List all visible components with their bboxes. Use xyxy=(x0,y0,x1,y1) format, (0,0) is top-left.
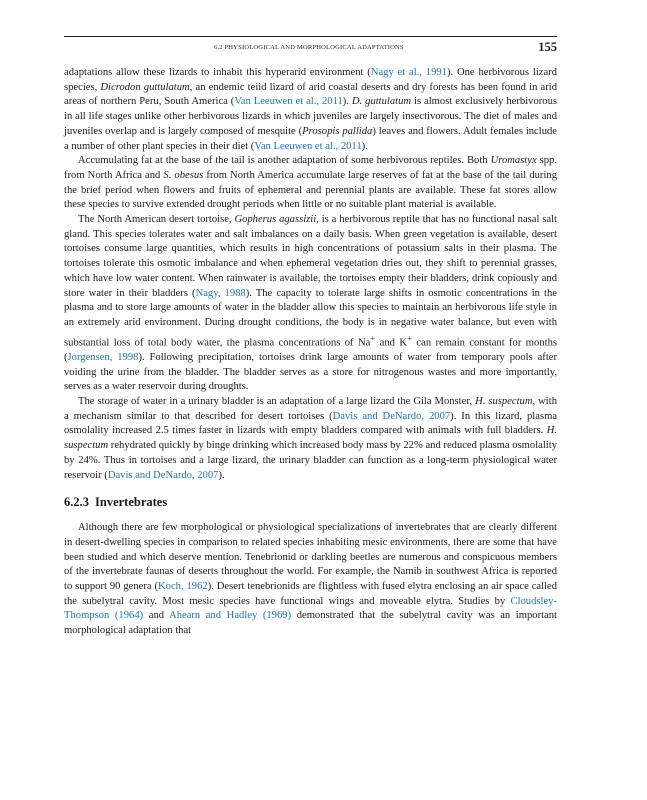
text-run: rehydrated quickly by binge drinking which increased body mass by 22% and reduced plasma osmolality by 24%. Thus in tortoises and a large lizard, the urinary bladder can function as a long-term physiological water reservoir ( xyxy=(64,440,557,481)
citation-link[interactable]: Van Leeuwen et al., 2011 xyxy=(234,96,343,108)
text-run: ). The capacity to tolerate large shifts in osmotic concentrations in the plasma and to store large amounts of water in the bladder allow this species to maintain an herbivorous life style in an extremely arid environment. During drought conditions, the body is in negative water balance, but even with substantial loss of total body water, the plasma concentrations of Na xyxy=(64,287,557,349)
text-run: , is a herbivorous reptile that has no functional nasal salt gland. This species tolerates water and salt imbalances on a daily basis. When green vegetation is available, desert tortoises consume large quantities, which results in high concentrations of potassium salts in their plasma. The tortoises tolerate this osmotic imbalance and when ephemeral vegetation dries out, they shift to perennial grasses, which have low water content. When rainwater is available, the tortoises empty their bladders, drink copiously and store water in their bladders ( xyxy=(64,214,557,299)
text-run: ) leaves and flowers. Adult females include a number of other plant species in their diet ( xyxy=(64,125,557,152)
paragraph-2 xyxy=(64,154,557,213)
text-run: is almost exclusively herbivorous in all life stages unlike other herbivorous lizards in which juveniles are largely insectivorous. The diet of males and juveniles overlap and is largely composed of mesquite ( xyxy=(64,96,557,137)
running-head-section-title: 6.2 PHYSIOLOGICAL AND MORPHOLOGICAL ADAPTATIONS xyxy=(214,44,404,51)
paragraph-5 xyxy=(64,521,557,639)
text-run: ). xyxy=(342,96,352,108)
paragraph-1 xyxy=(64,66,557,154)
citation-link[interactable]: Davis and DeNardo, 2007 xyxy=(332,410,451,422)
header-rule xyxy=(64,36,557,37)
subsection-heading xyxy=(64,494,557,510)
text-run: adaptations allow these lizards to inhabit this hyperarid environment ( xyxy=(64,67,371,78)
text-run: The storage of water in a urinary bladder is an adaptation of a large lizard the Gila Monster, xyxy=(78,396,476,407)
text-run: spp. from North Africa and xyxy=(64,155,558,181)
text-run: ). Desert tenebrionids are flightless with fused elytra enclosing an air space called the subelytral cavity. Most mesic species have functional wings and moveable elytra. Studies by xyxy=(64,581,557,607)
paragraph-3 xyxy=(64,213,557,395)
superscript-charge: + xyxy=(370,332,376,343)
species-name: S. obesus xyxy=(163,169,204,181)
text-run: ). In this lizard, plasma osmolality increased 2.5 times faster in lizards with empty bladders compared with animals with full bladders. xyxy=(64,410,558,437)
text-run: and K xyxy=(375,337,408,349)
citation-link[interactable]: Nagy, 1988 xyxy=(195,287,246,299)
species-name: H. suspectum xyxy=(64,425,557,452)
text-run: ). One herbivorous lizard species, xyxy=(64,67,557,93)
body-text xyxy=(64,66,557,639)
species-name: Uromastyx xyxy=(490,155,537,167)
species-name: D. guttulatum xyxy=(351,96,412,108)
species-name: H. suspectum xyxy=(475,396,533,407)
species-name: Prosopis pallida xyxy=(302,125,373,137)
text-run: , with a mechanism similar to that described for desert tortoises ( xyxy=(64,396,557,422)
text-run: can remain constant for months ( xyxy=(64,337,557,363)
page-number: 155 xyxy=(538,40,557,54)
text-run: and xyxy=(143,610,170,622)
citation-link[interactable]: Jorgensen, 1998 xyxy=(67,351,139,363)
text-run: ). Following precipitation, tortoises drink large amounts of water from temporary pools after voiding the urine from the bladder. The bladder serves as a store for nitrogenous wastes and more importantly, serves as a water reservoir during droughts. xyxy=(64,351,557,393)
text-run: from North America accumulate large reserves of fat at the base of the tail during the brief period when flowers and fruits of ephemeral and perennial plants are available. These fat stores allow these species to survive extended drought periods when little or no suitable plant material is available. xyxy=(64,169,557,211)
text-run: , an endemic teiid lizard of arid coastal deserts and dry forests has been found in arid areas of northern Peru, South America ( xyxy=(64,81,557,108)
text-run: Accumulating fat at the base of the tail is another adaptation of some herbivorous reptiles. Both xyxy=(78,155,491,167)
citation-link[interactable]: Nagy et al., 1991 xyxy=(370,67,447,78)
text-run: Although there are few morphological or physiological specializations of invertebrates that are clearly different in desert-dwelling species in comparison to related species inhabiting mesic environments, there are some that have been studied and which deserve mention. Tenebrionid or darkling beetles are numerous and conspicuous members of the invertebrate faunas of deserts throughout the world. For example, the Namib in southwest Africa is reported to support 90 genera ( xyxy=(64,522,557,593)
citation-link[interactable]: Cloudsley-Thompson (1964) xyxy=(64,595,557,622)
paragraph-4 xyxy=(64,395,557,483)
species-name: Gopherus agassizii xyxy=(234,214,317,226)
citation-link[interactable]: Davis and DeNardo, 2007 xyxy=(107,469,219,481)
text-run: The North American desert tortoise, xyxy=(78,214,235,226)
citation-link[interactable]: Koch, 1962 xyxy=(158,581,208,593)
text-run: demonstrated that the subelytral cavity was an important morphological adaptation that xyxy=(64,610,557,637)
text-run: ). xyxy=(361,140,368,152)
citation-link[interactable]: Van Leeuwen et al., 2011 xyxy=(254,140,362,152)
species-name: Dicrodon guttulatum xyxy=(100,81,190,93)
subsection-title: Invertebrates xyxy=(95,495,168,510)
superscript-charge: + xyxy=(407,332,413,343)
subsection-number: 6.2.3 xyxy=(64,495,89,510)
citation-link[interactable]: Ahearn and Hadley (1969) xyxy=(169,610,292,622)
running-head xyxy=(64,40,557,58)
text-run: ). xyxy=(218,469,225,481)
